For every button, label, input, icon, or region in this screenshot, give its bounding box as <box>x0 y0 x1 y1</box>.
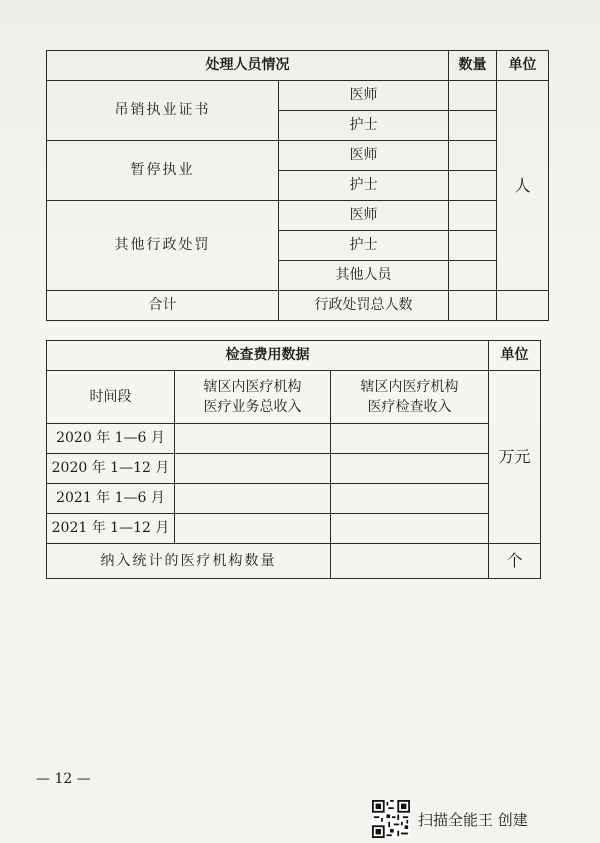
count-unit: 个 <box>489 544 541 579</box>
value-cell <box>175 484 331 514</box>
col-exam-income-line1: 辖区内医疗机构 <box>360 378 459 395</box>
quantity-cell <box>449 231 497 261</box>
table-row <box>47 201 549 231</box>
qr-code-icon <box>372 800 410 838</box>
quantity-cell <box>449 201 497 231</box>
count-row <box>47 544 541 579</box>
group-label-other: 其他行政处罚 <box>47 201 279 291</box>
count-label: 纳入统计的医疗机构数量 <box>47 544 331 579</box>
quantity-cell <box>449 261 497 291</box>
table-row <box>47 454 541 484</box>
personnel-table <box>46 50 549 321</box>
table-row <box>47 141 549 171</box>
table-row <box>47 484 541 514</box>
quantity-cell <box>449 171 497 201</box>
table-row <box>47 514 541 544</box>
quantity-cell <box>449 111 497 141</box>
header-quantity: 数量 <box>449 51 497 81</box>
row-label: 医师 <box>279 81 449 111</box>
expense-title-row <box>47 341 541 371</box>
unit-person: 人 <box>497 81 549 291</box>
scanner-watermark <box>372 800 528 838</box>
header-unit: 单位 <box>497 51 549 81</box>
row-label: 其他人员 <box>279 261 449 291</box>
quantity-cell <box>449 81 497 111</box>
quantity-cell <box>449 141 497 171</box>
row-label: 护士 <box>279 231 449 261</box>
row-label: 护士 <box>279 111 449 141</box>
value-cell <box>331 424 489 454</box>
total-label: 合计 <box>47 291 279 321</box>
period-label: 2020 年 1—12 月 <box>47 454 175 484</box>
col-total-income-line1: 辖区内医疗机构 <box>203 378 302 395</box>
watermark-text: 扫描全能王 创建 <box>418 810 528 829</box>
group-label-suspend: 暂停执业 <box>47 141 279 201</box>
value-cell <box>175 424 331 454</box>
period-label: 2021 年 1—12 月 <box>47 514 175 544</box>
value-cell <box>331 544 489 579</box>
col-exam-income <box>331 371 489 424</box>
period-label: 2021 年 1—6 月 <box>47 484 175 514</box>
expense-title: 检查费用数据 <box>47 341 489 371</box>
header-category: 处理人员情况 <box>47 51 449 81</box>
empty-cell <box>497 291 549 321</box>
table-row <box>47 424 541 454</box>
expense-table <box>46 340 541 579</box>
table-row <box>47 81 549 111</box>
personnel-header-row <box>47 51 549 81</box>
value-cell <box>331 484 489 514</box>
total-sub-label: 行政处罚总人数 <box>279 291 449 321</box>
col-total-income-line2: 医疗业务总收入 <box>203 399 302 415</box>
expense-column-row <box>47 371 541 424</box>
row-label: 医师 <box>279 201 449 231</box>
value-cell <box>175 454 331 484</box>
unit-wanyuan: 万元 <box>489 371 541 544</box>
col-period: 时间段 <box>47 371 175 424</box>
value-cell <box>331 514 489 544</box>
group-label-revoke: 吊销执业证书 <box>47 81 279 141</box>
page-number: — 12 — <box>36 771 91 787</box>
period-label: 2020 年 1—6 月 <box>47 424 175 454</box>
total-row <box>47 291 549 321</box>
col-total-income <box>175 371 331 424</box>
col-exam-income-line2: 医疗检查收入 <box>367 399 452 415</box>
value-cell <box>175 514 331 544</box>
expense-unit-header: 单位 <box>489 341 541 371</box>
quantity-cell <box>449 291 497 321</box>
row-label: 护士 <box>279 171 449 201</box>
value-cell <box>331 454 489 484</box>
row-label: 医师 <box>279 141 449 171</box>
